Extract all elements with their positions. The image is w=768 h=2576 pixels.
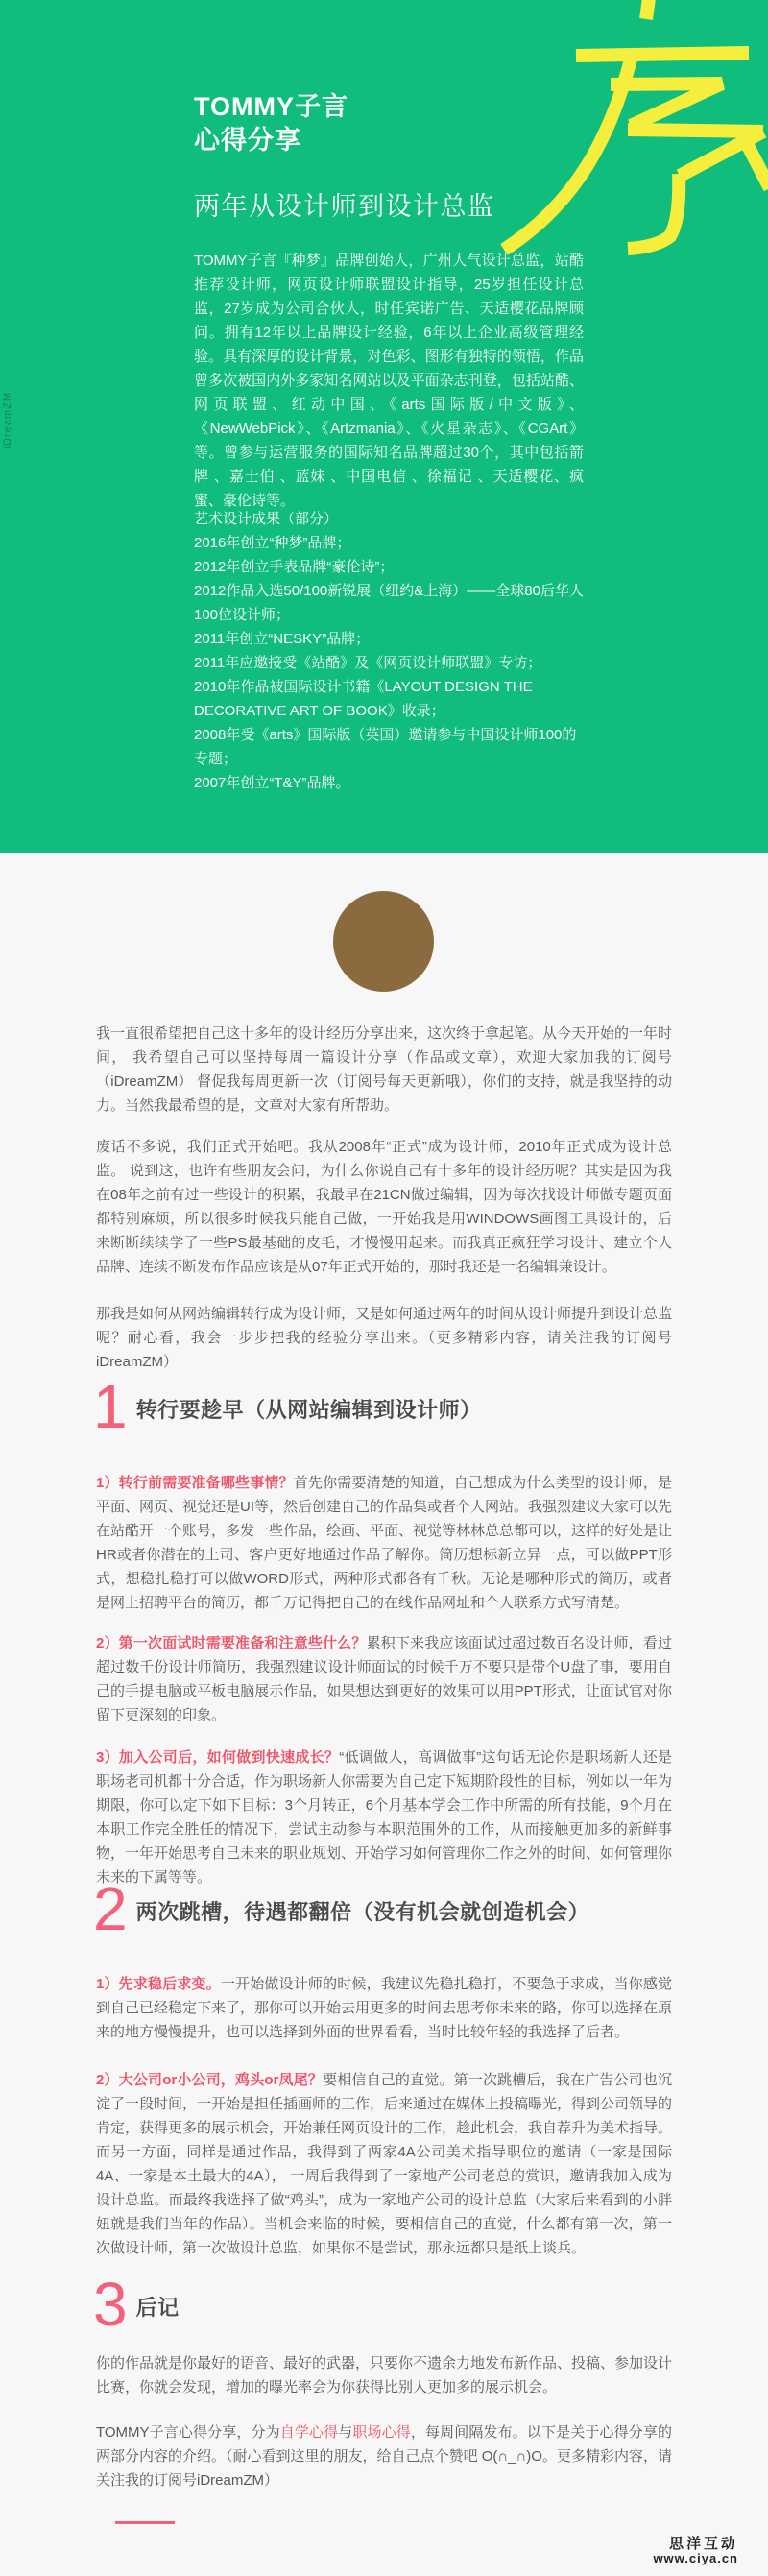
achievement-item: 2016年创立“种梦”品牌； xyxy=(194,535,351,551)
point-lead: 1）转行前需要准备哪些事情？ xyxy=(96,1475,294,1491)
avatar-photo xyxy=(333,891,434,992)
section-1-title: 转行要趁早（从网站编辑到设计师） xyxy=(135,1398,482,1422)
achievement-item: 2012年创立手表品牌“豪伦诗”； xyxy=(194,559,395,575)
hero-section xyxy=(0,0,768,853)
section-2-point-1 xyxy=(96,1972,672,2044)
section-1-point-2 xyxy=(96,1631,672,1727)
paragraph-transition: 那我是如何从网站编辑转行成为设计师，又是如何通过两年的时间从设计师提升到设计总监呢？耐心看，我会一步步把我的经验分享出来。（更多精彩内容，请关注我的订阅号iDreamZM） xyxy=(96,1306,673,1370)
page-title-line2: 心得分享 xyxy=(194,126,301,155)
section-2-header xyxy=(93,1874,590,1943)
outro-mid: 与 xyxy=(338,2424,353,2441)
point-text: 首先你需要清楚的知道，自己想成为什么类型的设计师，是平面、网页、视觉还是UI等，然后创建自己的作品集或者个人网站。我强烈建议大家可以先在站酷开一个账号，多发一些作品，绘画、平面、视觉等林林总总都可以，这样的好处是让HR或者你潜在的上司、客户更好地通过作品了解你。简历想标新立异一点，可以做PPT形式，想稳扎稳打可以做WORD形式，两种形式都各有千秋。无论是哪种形式的简历，或者是网上招聘平台的简历，都千万记得把自己的在线作品网址和个人联系方式写清楚。 xyxy=(96,1475,673,1611)
point-text: “低调做人，高调做事”这句话无论你是职场新人还是职场老司机都十分合适，作为职场新人你需要为自己定下短期阶段性的目标，例如以一年为期限，你可以定下如下目标：3个月转正，6个月基本学会工作中所需的所有技能，9个月在本职工作完全胜任的情况下，尝试主动参与本职范围外的工作，从而接触更加多的新鲜事物，一年开始思考自己未来的职业规划、开始学习如何管理你工作之外的时间、如何管理你未来的下属等等。 xyxy=(96,1749,673,1886)
author-bio: TOMMY子言『种梦』品牌创始人，广州人气设计总监，站酷推荐设计师，网页设计师联盟设计指导，25岁担任设计总监，27岁成为公司合伙人，时任宾诺广告、天适樱花品牌顾问。拥有12年以上品牌设计经验，6年以上企业高级管理经验。具有深厚的设计背景，对色彩、图形有独特的领悟，作品曾多次被国内外多家知名网站以及平面杂志刊登，包括站酷、网页联盟、红动中国、《arts国际版/中文版》、《NewWebPick》、《Artzmania》、《火星杂志》、《CGArt》等。曾参与运营服务的国际知名品牌超过30个，其中包括箭牌 、嘉士伯 、蓝妹 、中国电信 、徐福记 、天适樱花、疯蜜、豪伦诗等。 xyxy=(194,253,584,509)
page-title-line1: TOMMY子言 xyxy=(194,92,348,121)
section-1-point-1 xyxy=(96,1471,672,1615)
achievement-item: 2010年作品被国际设计书籍《LAYOUT DESIGN THE DECORATIVE ART OF BOOK》收录； xyxy=(194,679,533,719)
point-text: 累积下来我应该面试过超过数百名设计师，看过超过数千份设计师简历，我强烈建议设计师面试的时候千万不要只是带个U盘了事，要用自己的手提电脑或平板电脑展示作品，如果想达到更好的效果可以用PPT形式，让面试官对你留下更深刻的印象。 xyxy=(96,1635,672,1723)
section-1-point-3 xyxy=(96,1745,672,1890)
paragraph-background: 废话不多说，我们正式开始吧。我从2008年“正式”成为设计师，2010年正式成为设计总监。 说到这，也许有些朋友会问，为什么你说自己有十多年的设计经历呢？其实是因为我在08年之前有过一些设计的积累，我最早在21CN做过编辑，因为每次找设计师做专题页面都特别麻烦，所以很多时候我只能自己做，一开始我是用WINDOWS画图工具设计的，后来断断续续学了一些PS最基础的皮毛，才慢慢用起来。而我真正疯狂学习设计、建立个人品牌、连续不断发布作品应该是从07年正式开始的，那时我还是一名编辑兼设计。 xyxy=(96,1139,672,1275)
pink-divider-line xyxy=(115,2521,175,2524)
achievement-item: 2008年受《arts》国际版（英国）邀请参与中国设计师100的专题； xyxy=(194,727,577,767)
section-3-title: 后记 xyxy=(135,2296,180,2320)
postscript-paragraph-1: 你的作品就是你最好的语音、最好的武器，只要你不遗余力地发布新作品、投稿、参加设计比赛，你就会发现，增加的曝光率会为你获得比别人更加多的展示机会。 xyxy=(96,2355,673,2395)
outro-post: ，每周间隔发布。以下是关于心得分享的两部分内容的介绍。（耐心看到这里的朋友，给自己点个赞吧 O(∩_∩)O。更多精彩内容，请关注我的订阅号iDreamZM） xyxy=(96,2424,672,2489)
point-lead: 1）先求稳后求变。 xyxy=(96,1976,221,1992)
outro-pre: TOMMY子言心得分享，分为 xyxy=(96,2424,280,2441)
section-2-point-2 xyxy=(96,2068,672,2260)
section-2-number: 2 xyxy=(93,1874,128,1943)
achievement-item: 2007年创立“T&Y”品牌。 xyxy=(194,775,350,791)
section-1-number: 1 xyxy=(93,1372,128,1441)
section-1-header xyxy=(93,1372,482,1441)
point-text: 一开始做设计师的时候，我建议先稳扎稳打，不要急于求成，当你感觉到自己已经稳定下来了，那你可以开始去用更多的时间去思考你未来的路，你可以选择在原来的地方慢慢提升，也可以选择到外面的世界看看，当时比较年轻的我选择了后者。 xyxy=(96,1976,673,2040)
watermark-vertical-label: iDreamZM xyxy=(2,392,13,449)
achievements-title: 艺术设计成果（部分） xyxy=(194,511,339,527)
achievement-item: 2011年创立“NESKY”品牌； xyxy=(194,631,371,647)
paragraph-opening: 我一直很希望把自己这十多年的设计经历分享出来，这次终于拿起笔。从今天开始的一年时间， 我希望自己可以坚持每周一篇设计分享（作品或文章），欢迎大家加我的订阅号（iDreamZM） 督促我每周更新一次（订阅号每天更新哦），你们的支持，就是我坚持的动力。当然我最希望的是，文章对大家有所帮助。 xyxy=(96,1025,673,1114)
point-text: 要相信自己的直觉。第一次跳槽后，我在广告公司也沉淀了一段时间，一开始是担任插画师的工作，后来通过在媒体上投稿曝光，得到公司领导的肯定，获得更多的展示机会，开始兼任网页设计的工作，趁此机会，我自荐升为美术指导。而另一方面，同样是通过作品，我得到了两家4A公司美术指导职位的邀请（一家是国际4A、一家是本土最大的4A）， 一周后我得到了一家地产公司老总的赏识，邀请我加入成为设计总监。而最终我选择了做“鸡头”，成为一家地产公司的设计总监（大家后来看到的小胖妞就是我们当年的作品）。当机会来临的时候，要相信自己的直觉，什么都有第一次，第一次做设计师，第一次做设计总监，如果你不是尝试，那永远都只是纸上谈兵。 xyxy=(96,2072,673,2256)
page-title xyxy=(194,90,348,157)
achievement-item: 2012作品入选50/100新锐展（纽约&上海）——全球80后华人100位设计师； xyxy=(194,583,584,623)
section-2-title: 两次跳槽，待遇都翻倍（没有机会就创造机会） xyxy=(135,1900,590,1924)
point-lead: 3）加入公司后，如何做到快速成长？ xyxy=(96,1749,340,1766)
footer-url: www.ciya.cn xyxy=(653,2551,738,2565)
point-lead: 2）大公司or小公司，鸡头or凤尾？ xyxy=(96,2072,324,2088)
achievements-list xyxy=(194,507,584,795)
section-3-number: 3 xyxy=(93,2270,128,2339)
footer-brand: 思洋互动 xyxy=(668,2536,738,2552)
series-name-workplace: 职场心得 xyxy=(352,2424,411,2441)
page-subtitle: 两年从设计师到设计总监 xyxy=(194,192,495,221)
section-3-header xyxy=(93,2270,180,2339)
point-lead: 2）第一次面试时需要准备和注意些什么？ xyxy=(96,1635,367,1651)
series-name-selfstudy: 自学心得 xyxy=(279,2424,339,2441)
postscript-paragraph-2 xyxy=(96,2420,672,2492)
achievement-item: 2011年应邀接受《站酷》及《网页设计师联盟》专访； xyxy=(194,655,542,671)
footer-watermark xyxy=(653,2537,738,2565)
